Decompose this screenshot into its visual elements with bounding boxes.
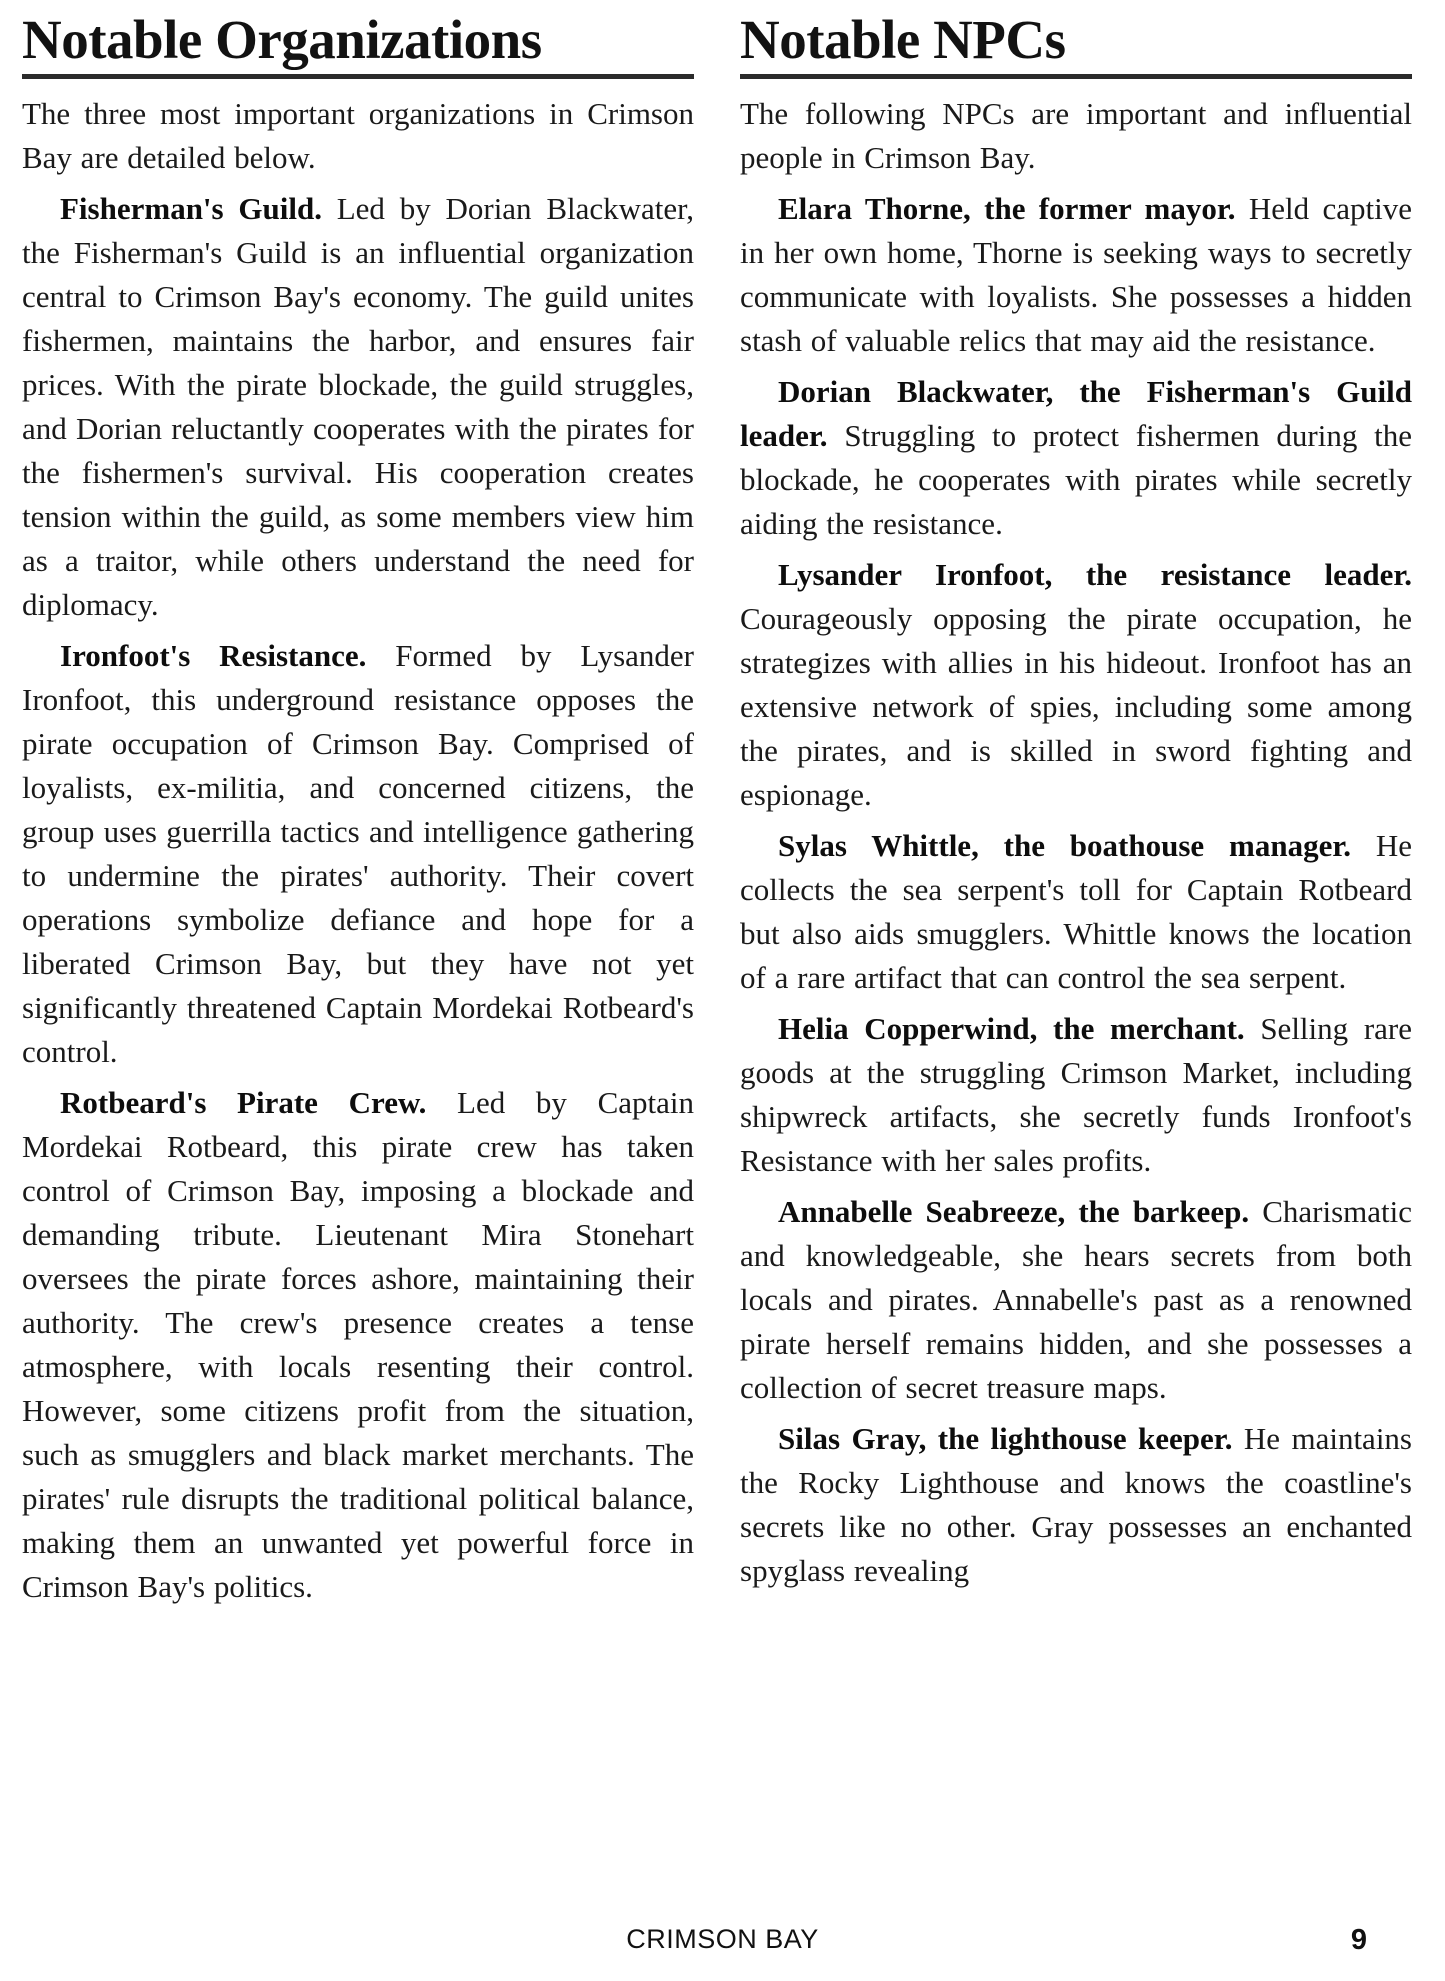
paragraph: Ironfoot's Resistance. Formed by Lysander Ironfoot, this underground resistance opposes the pirate occupation of Crimson Bay. Comprised of loyalists, ex-militia, and concerned citizens, the group uses guerrilla tactics and intelligence gathering to undermine the pirates' authority. Their covert operations symbolize defiance and hope for a liberated Crimson Bay, but they have not yet significantly threatened Captain Mordekai Rotbeard's control. (22, 638, 694, 1069)
footer-page-number: 9 (1350, 1924, 1367, 1956)
paragraph: Silas Gray, the lighthouse keeper. He maintains the Rocky Lighthouse and knows the coastline's secrets like no other. Gray possesses an enchanted spyglass revealing (740, 1421, 1412, 1588)
paragraph-lead: Annabelle Seabreeze, the barkeep. (778, 1194, 1263, 1229)
column-paragraphs (740, 92, 1412, 1593)
paragraph-lead: Rotbeard's Pirate Crew. (60, 1085, 458, 1120)
paragraph: Lysander Ironfoot, the resistance leader. Courageously opposing the pirate occupation, he strategizes with allies in his hideout. Ironfoot has an extensive network of spies, including some among the pirates, and is skilled in sword fighting and espionage. (740, 557, 1412, 812)
paragraph: The three most important organizations in Crimson Bay are detailed below. (22, 96, 694, 175)
column-notable-npcs (740, 6, 1412, 1616)
paragraph: Fisherman's Guild. Led by Dorian Blackwater, the Fisherman's Guild is an influential organization central to Crimson Bay's economy. The guild unites fishermen, maintains the harbor, and ensures fair prices. With the pirate blockade, the guild struggles, and Dorian reluctantly cooperates with the pirates for the fishermen's survival. His cooperation creates tension within the guild, as some members view him as a traitor, while others understand the need for diplomacy. (22, 191, 694, 622)
paragraph: Dorian Blackwater, the Fisherman's Guild leader. Struggling to protect fishermen during the blockade, he cooperates with pirates while secretly aiding the resistance. (740, 374, 1412, 541)
paragraph-lead: Silas Gray, the lighthouse keeper. (778, 1421, 1244, 1456)
paragraph-lead: Fisherman's Guild. (60, 191, 337, 226)
paragraph-lead: Elara Thorne, the former mayor. (778, 191, 1249, 226)
paragraph: Elara Thorne, the former mayor. Held captive in her own home, Thorne is seeking ways to secretly communicate with loyalists. She possesses a hidden stash of valuable relics that may aid the resistance. (740, 191, 1412, 358)
paragraph: The following NPCs are important and influential people in Crimson Bay. (740, 96, 1412, 175)
page-footer (0, 1924, 1445, 1968)
column-notable-organizations (22, 6, 694, 1616)
section-heading-notable-npcs: Notable NPCs (740, 9, 1066, 70)
paragraph: Rotbeard's Pirate Crew. Led by Captain Mordekai Rotbeard, this pirate crew has taken control of Crimson Bay, imposing a blockade and demanding tribute. Lieutenant Mira Stonehart oversees the pirate forces ashore, maintaining their authority. The crew's presence creates a tense atmosphere, with locals resenting their control. However, some citizens profit from the situation, such as smugglers and black market merchants. The pirates' rule disrupts the traditional political balance, making them an unwanted yet powerful force in Crimson Bay's politics. (22, 1085, 694, 1604)
column-paragraphs (22, 92, 694, 1609)
section-heading-notable-organizations: Notable Organizations (22, 9, 542, 70)
paragraph-lead: Sylas Whittle, the boathouse manager. (778, 828, 1376, 863)
paragraph-lead: Dorian Blackwater, the Fisherman's Guild leader. (740, 374, 1412, 453)
heading-rule (22, 74, 694, 79)
paragraph-lead: Ironfoot's Resistance. (60, 638, 396, 673)
paragraph-lead: Lysander Ironfoot, the resistance leader. (778, 557, 1412, 592)
footer-title: CRIMSON BAY (626, 1924, 819, 1954)
paragraph: Helia Copperwind, the merchant. Selling rare goods at the struggling Crimson Market, including shipwreck artifacts, she secretly funds Ironfoot's Resistance with her sales profits. (740, 1011, 1412, 1178)
paragraph: Sylas Whittle, the boathouse manager. He collects the sea serpent's toll for Captain Rotbeard but also aids smugglers. Whittle knows the location of a rare artifact that can control the sea serpent. (740, 828, 1412, 995)
paragraph: Annabelle Seabreeze, the barkeep. Charismatic and knowledgeable, she hears secrets from both locals and pirates. Annabelle's past as a renowned pirate herself remains hidden, and she possesses a collection of secret treasure maps. (740, 1194, 1412, 1405)
heading-rule (740, 74, 1412, 79)
paragraph-lead: Helia Copperwind, the merchant. (778, 1011, 1261, 1046)
